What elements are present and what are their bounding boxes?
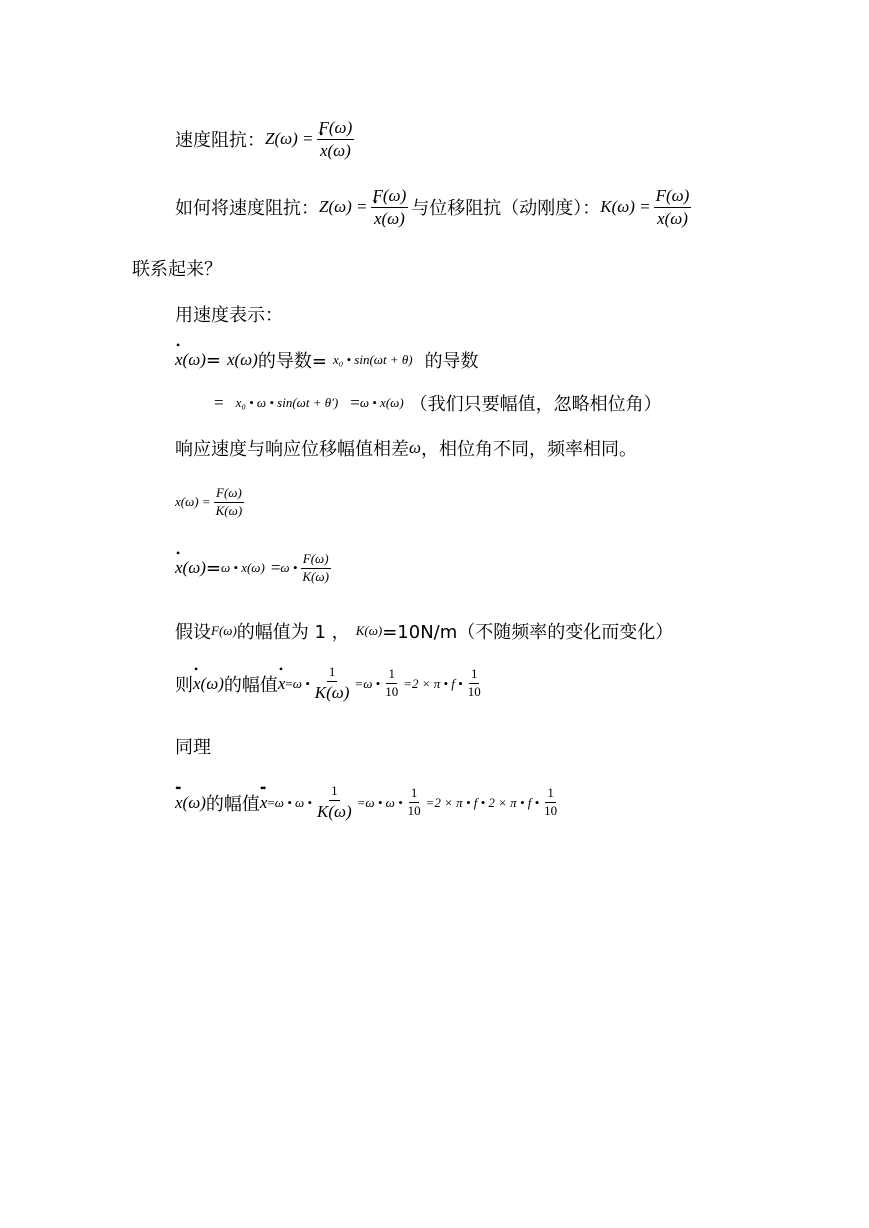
omega-factor: ω • xyxy=(292,675,310,691)
fraction-numerator: F(ω) xyxy=(371,186,409,208)
derived-sine-expression: x₀ • ω • sin(ωt + θ') xyxy=(235,395,339,410)
velocity-symbol: • x(ω) xyxy=(175,558,206,578)
fraction-denominator: 10 xyxy=(407,803,421,819)
derivative-line xyxy=(175,347,479,373)
fraction-numerator: F(ω) xyxy=(214,486,244,503)
two-pi-f-factor: =2 × π • f • xyxy=(403,675,463,691)
express-velocity-line xyxy=(175,301,283,327)
similarly-text: 同理 xyxy=(175,737,211,758)
assumption-amplitude: 的幅值为 1 ， xyxy=(236,622,350,643)
fraction-numerator: F(ω) xyxy=(317,118,355,140)
acceleration-amplitude-symbol: •• x xyxy=(260,793,268,813)
fraction-denominator: 10 xyxy=(385,684,399,700)
omega-squared-factor: ω • ω • xyxy=(274,794,312,810)
one-over-ten-fraction xyxy=(466,667,483,700)
equals-sign: = xyxy=(205,349,221,371)
one-over-ten-fraction xyxy=(406,786,423,819)
question-label: 如何将速度阻抗： xyxy=(175,198,319,220)
force-stiffness-fraction xyxy=(300,552,331,585)
fraction-numerator: F(ω) xyxy=(301,552,331,569)
fraction-numerator: 1 xyxy=(327,665,338,682)
equals-sign: = xyxy=(267,794,275,810)
velocity-symbol: • x(ω) xyxy=(193,674,224,694)
fraction-numerator: F(ω) xyxy=(654,186,692,208)
displacement-formula-line xyxy=(175,486,247,519)
equals-sign: = xyxy=(205,557,221,579)
similarly-line xyxy=(175,733,211,759)
fraction-denominator: K(ω) xyxy=(314,682,350,702)
acceleration-symbol: •• x(ω) xyxy=(175,793,206,813)
relation-question-line xyxy=(175,186,694,228)
sine-expression: x₀ • sin(ωt + θ) xyxy=(332,352,413,367)
relation-text: 响应速度与响应位移幅值相差 xyxy=(175,439,409,460)
one-over-ten-fraction xyxy=(542,786,559,819)
express-velocity-text: 用速度表示： xyxy=(175,305,283,326)
assumption-stiffness-value: =10N/m（不随频率的变化而变化） xyxy=(382,622,674,643)
omega-squared-factor: =ω • ω • xyxy=(356,794,403,810)
dynamic-stiffness-fraction xyxy=(654,186,692,228)
connect-text: 联系起来？ xyxy=(132,259,222,280)
velocity-impedance-fraction xyxy=(371,186,409,228)
fraction-numerator: 1 xyxy=(545,786,556,803)
velocity-impedance-label: 速度阻抗： xyxy=(175,130,265,152)
fraction-numerator: 1 xyxy=(329,784,340,801)
stiffness-symbol: K(ω) xyxy=(355,623,383,638)
fraction-denominator: 10 xyxy=(467,684,481,700)
force-symbol: F(ω) xyxy=(211,623,237,638)
fraction-denominator: x(ω) xyxy=(657,208,688,228)
amplitude-note: （我们只要幅值，忽略相位角） xyxy=(409,394,662,415)
displacement-symbol: x(ω) xyxy=(226,350,258,369)
equals-sign: = xyxy=(270,558,281,578)
one-over-k-fraction xyxy=(313,665,352,702)
omega-times-x: ω • x(ω) xyxy=(359,395,404,410)
k-omega-lhs: K(ω) = xyxy=(600,197,651,217)
omega-factor: =ω • xyxy=(354,675,381,691)
x-omega-lhs: x(ω) = xyxy=(175,494,211,510)
fraction-denominator: • x(ω) xyxy=(372,208,407,229)
assumption-line xyxy=(175,618,673,644)
velocity-impedance-line xyxy=(175,118,357,160)
omega-symbol: ω xyxy=(409,438,422,457)
derivative-suffix: 的导数 xyxy=(424,351,479,372)
equals-sign: = xyxy=(214,393,224,412)
two-pi-f-squared-factor: =2 × π • f • 2 × π • f • xyxy=(425,794,540,810)
derivative-result-line xyxy=(214,390,662,416)
fraction-numerator: 1 xyxy=(409,786,420,803)
fraction-numerator: 1 xyxy=(386,667,397,684)
omega-times-x: ω • x(ω) xyxy=(220,560,265,576)
velocity-amplitude-line xyxy=(175,665,486,702)
velocity-symbol: • x(ω) xyxy=(175,350,206,370)
relation-text-end: ，相位角不同，频率相同。 xyxy=(421,439,638,460)
one-over-ten-fraction xyxy=(383,667,400,700)
velocity-displacement-relation-line xyxy=(175,435,637,461)
fraction-denominator: 10 xyxy=(544,803,558,819)
fraction-denominator: • x(ω) xyxy=(318,140,353,161)
displacement-impedance-label: 与位移阻抗（动刚度）： xyxy=(411,198,601,220)
fraction-denominator: K(ω) xyxy=(302,568,329,584)
velocity-amplitude-symbol: • x xyxy=(278,674,286,694)
fraction-numerator: 1 xyxy=(469,667,480,684)
equals-sign: = xyxy=(285,675,293,691)
equals-sign: = xyxy=(350,393,360,412)
displacement-fraction xyxy=(214,486,245,519)
fraction-denominator: K(ω) xyxy=(215,502,243,518)
one-over-k-fraction xyxy=(315,784,354,821)
amplitude-label: 的幅值 xyxy=(205,793,260,815)
fraction-denominator: K(ω) xyxy=(316,801,352,821)
acceleration-amplitude-line xyxy=(175,784,562,821)
impedance-fraction xyxy=(317,118,355,160)
z-omega-lhs: Z(ω) = xyxy=(265,129,314,149)
then-prefix: 则 xyxy=(175,674,193,696)
velocity-formula-line xyxy=(175,552,334,585)
connect-line xyxy=(132,255,222,281)
amplitude-label: 的幅值 xyxy=(223,674,278,696)
z-omega-lhs: Z(ω) = xyxy=(319,197,368,217)
derivative-label: 的导数= xyxy=(257,351,327,372)
omega-factor: ω • xyxy=(280,560,298,576)
assumption-prefix: 假设 xyxy=(175,622,211,643)
